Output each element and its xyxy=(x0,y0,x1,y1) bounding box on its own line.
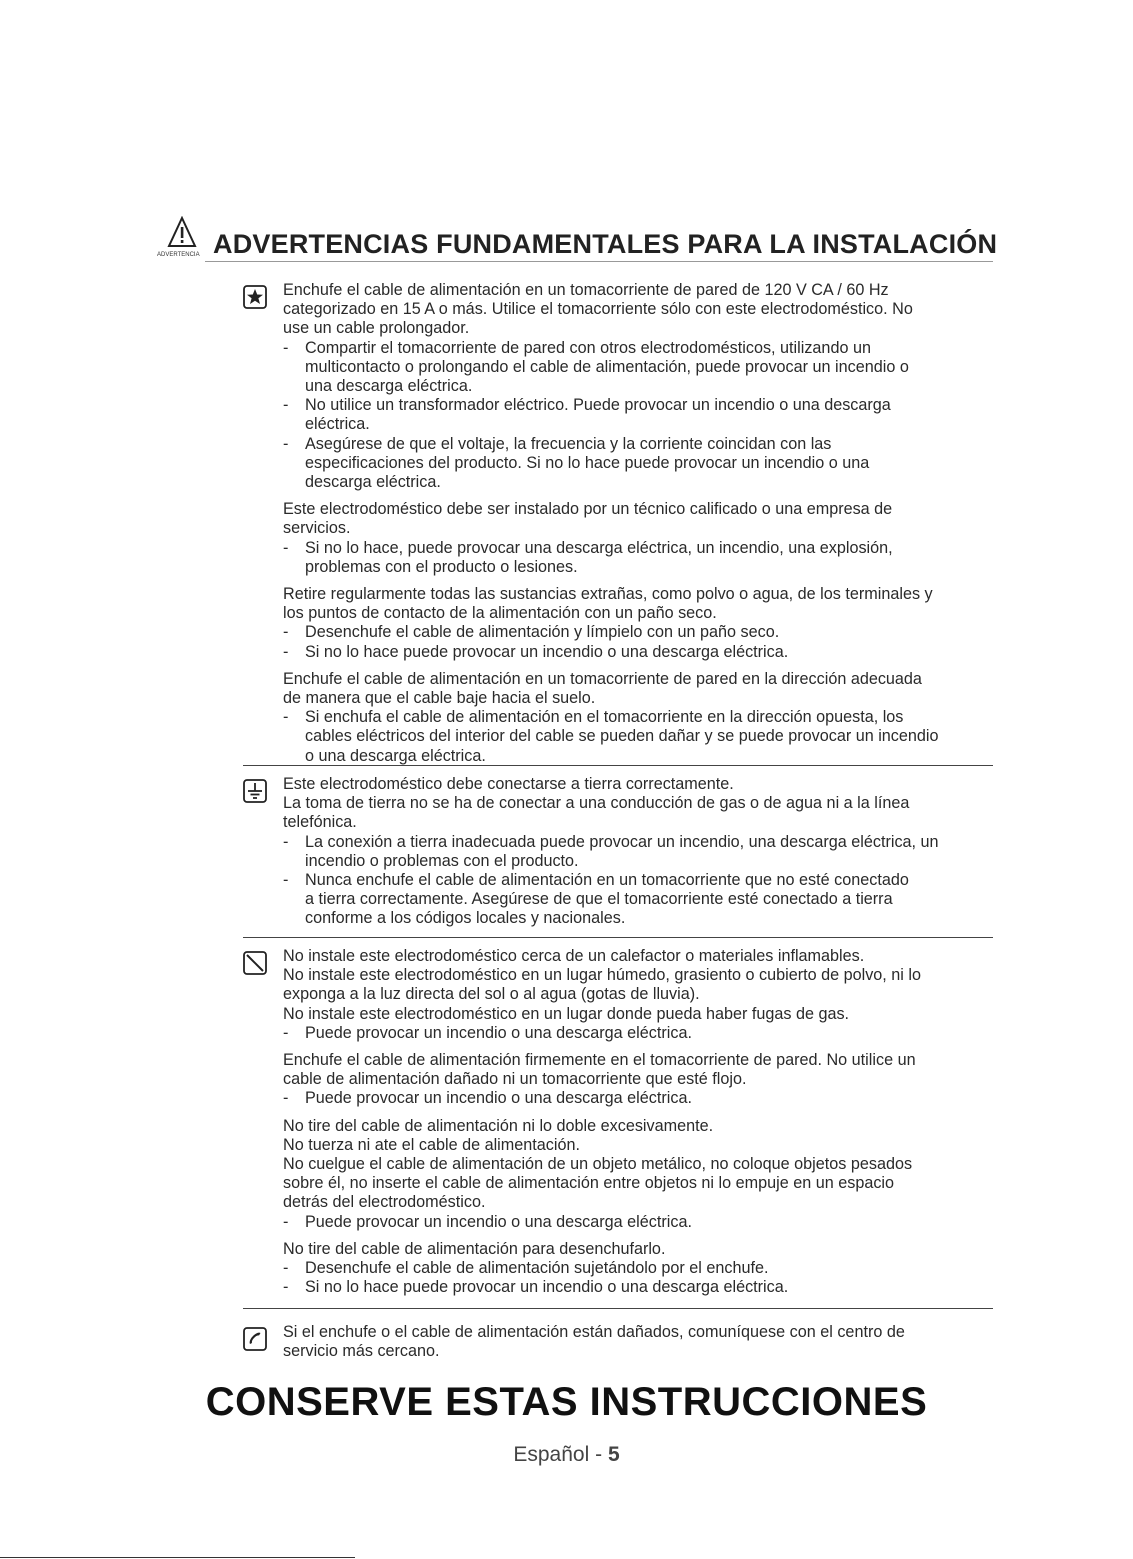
sub-list xyxy=(283,1089,993,1108)
ground-icon xyxy=(243,779,267,803)
list-item xyxy=(283,1089,993,1108)
instruction-text xyxy=(283,585,993,623)
text-line: Puede provocar un incendio o una descarga eléctrica. xyxy=(305,1023,692,1042)
instruction-text xyxy=(283,1240,993,1259)
text-line: La toma de tierra no se ha de conectar a una conducción de gas o de agua ni a la línea xyxy=(283,794,910,813)
section-header xyxy=(157,216,998,262)
instruction-block xyxy=(283,670,993,766)
section-body xyxy=(283,1323,993,1369)
text-line: una descarga eléctrica. xyxy=(305,377,473,396)
list-item xyxy=(283,1259,993,1278)
text-line: o una descarga eléctrica. xyxy=(305,746,486,765)
sub-list xyxy=(283,833,993,929)
text-line: Desenchufe el cable de alimentación sujetándolo por el enchufe. xyxy=(305,1259,769,1278)
sub-list xyxy=(283,539,993,577)
text-line: Si no lo hace puede provocar un incendio o una descarga eléctrica. xyxy=(305,1278,789,1297)
text-line: cable de alimentación dañado ni un tomacorriente que esté flojo. xyxy=(283,1070,747,1089)
list-item xyxy=(283,643,993,662)
dash-marker: - xyxy=(283,642,289,661)
bottom-rule xyxy=(0,1557,355,1558)
list-item xyxy=(283,1213,993,1232)
instruction-text xyxy=(283,281,993,339)
page-number xyxy=(0,1443,1133,1467)
text-line: No utilice un transformador eléctrico. Puede provocar un incendio o una descarga xyxy=(305,396,891,415)
text-line: sobre él, no inserte el cable de alimentación entre objetos ni lo empuje en un espacio xyxy=(283,1174,895,1193)
dash-marker: - xyxy=(283,832,289,851)
text-line: descarga eléctrica. xyxy=(305,473,441,492)
text-line: especificaciones del producto. Si no lo hace puede provocar un incendio o una xyxy=(305,453,870,472)
dash-marker: - xyxy=(283,396,289,415)
text-line: Si el enchufe o el cable de alimentación están dañados, comuníquese con el centro de xyxy=(283,1323,905,1341)
list-item xyxy=(283,833,993,871)
text-line: multicontacto o prolongando el cable de alimentación, puede provocar un incendio o xyxy=(305,357,909,376)
text-line: Enchufe el cable de alimentación firmemente en el tomacorriente de pared. No utilice un xyxy=(283,1051,916,1070)
instruction-block xyxy=(283,1117,993,1232)
page-title: ADVERTENCIAS FUNDAMENTALES PARA LA INSTALACIÓN xyxy=(213,229,998,259)
text-line: Asegúrese de que el voltaje, la frecuencia y la corriente coincidan con las xyxy=(305,434,832,453)
text-line: No instale este electrodoméstico en un lugar donde pueda haber fugas de gas. xyxy=(283,1004,850,1023)
page-label: Español - xyxy=(513,1443,608,1466)
list-item xyxy=(283,339,993,397)
text-line: No instale este electrodoméstico en un lugar húmedo, grasiento o cubierto de polvo, ni lo xyxy=(283,966,921,985)
instruction-text xyxy=(283,1323,993,1361)
sub-list xyxy=(283,708,993,766)
sub-list xyxy=(283,339,993,493)
text-line: Nunca enchufe el cable de alimentación en un tomacorriente que no esté conectado xyxy=(305,871,909,890)
text-line: detrás del electrodoméstico. xyxy=(283,1193,486,1212)
text-line: de manera que el cable baje hacia el suelo. xyxy=(283,689,596,708)
text-line: Puede provocar un incendio o una descarga eléctrica. xyxy=(305,1212,692,1231)
instruction-block xyxy=(283,500,993,577)
text-line: a tierra correctamente. Asegúrese de que el tomacorriente esté conectado a tierra xyxy=(305,890,893,909)
text-line: No tire del cable de alimentación ni lo doble excesivamente. xyxy=(283,1116,714,1135)
text-line: categorizado en 15 A o más. Utilice el tomacorriente sólo con este electrodoméstico. No xyxy=(283,300,913,319)
text-line: No cuelgue el cable de alimentación de un objeto metálico, no coloque objetos pesados xyxy=(283,1155,913,1174)
dash-marker: - xyxy=(283,1023,289,1042)
text-line: exponga a la luz directa del sol o al agua (gotas de lluvia). xyxy=(283,985,700,1004)
text-line: La conexión a tierra inadecuada puede provocar un incendio, una descarga eléctrica, un xyxy=(305,832,939,851)
text-line: No tire del cable de alimentación para desenchufarlo. xyxy=(283,1239,666,1258)
dash-marker: - xyxy=(283,708,289,727)
star-icon xyxy=(243,285,267,309)
instruction-block xyxy=(283,281,993,492)
dash-marker: - xyxy=(283,434,289,453)
instruction-block xyxy=(283,775,993,929)
section-body xyxy=(283,947,993,1305)
dash-marker: - xyxy=(283,1089,289,1108)
warning-icon xyxy=(157,216,205,262)
text-line: Si no lo hace, puede provocar una descarga eléctrica, un incendio, una explosión, xyxy=(305,538,893,557)
title-divider xyxy=(205,261,993,262)
sub-list xyxy=(283,623,993,661)
section-body xyxy=(283,775,993,937)
list-item xyxy=(283,1278,993,1297)
dash-marker: - xyxy=(283,623,289,642)
text-line: Puede provocar un incendio o una descarga eléctrica. xyxy=(305,1089,692,1108)
footer-title: CONSERVE ESTAS INSTRUCCIONES xyxy=(205,1380,928,1424)
instruction-block xyxy=(283,1240,993,1298)
section-body xyxy=(283,281,993,774)
text-line: use un cable prolongador. xyxy=(283,319,470,338)
text-line: servicios. xyxy=(283,519,351,538)
instruction-text xyxy=(283,947,993,1024)
list-item xyxy=(283,623,993,642)
instruction-text xyxy=(283,500,993,538)
text-line: Este electrodoméstico debe ser instalado por un técnico calificado o una empresa de xyxy=(283,500,893,519)
list-item xyxy=(283,396,993,434)
dash-marker: - xyxy=(283,338,289,357)
instruction-text xyxy=(283,775,993,833)
text-line: eléctrica. xyxy=(305,415,370,434)
dash-marker: - xyxy=(283,538,289,557)
list-item xyxy=(283,539,993,577)
text-line: Desenchufe el cable de alimentación y límpielo con un paño seco. xyxy=(305,623,780,642)
dash-marker: - xyxy=(283,1212,289,1231)
text-line: Retire regularmente todas las sustancias extrañas, como polvo o agua, de los terminales y xyxy=(283,585,933,604)
section-divider xyxy=(243,937,993,938)
text-line: No tuerza ni ate el cable de alimentación. xyxy=(283,1135,580,1154)
instruction-block xyxy=(283,1323,993,1361)
instruction-block xyxy=(283,947,993,1043)
dash-marker: - xyxy=(283,1259,289,1278)
sub-list xyxy=(283,1259,993,1297)
section-divider xyxy=(243,1308,993,1309)
list-item xyxy=(283,871,993,929)
prohibited-icon xyxy=(243,951,267,975)
text-line: Enchufe el cable de alimentación en un tomacorriente de pared en la dirección adecuada xyxy=(283,669,922,688)
text-line: Este electrodoméstico debe conectarse a tierra correctamente. xyxy=(283,775,734,793)
text-line: conforme a los códigos locales y nacionales. xyxy=(305,909,626,928)
text-line: incendio o problemas con el producto. xyxy=(305,851,579,870)
instruction-text xyxy=(283,1117,993,1213)
dash-marker: - xyxy=(283,871,289,890)
text-line: Compartir el tomacorriente de pared con otros electrodomésticos, utilizando un xyxy=(305,338,871,357)
instruction-text xyxy=(283,670,993,708)
warning-caption: ADVERTENCIA xyxy=(157,252,200,258)
text-line: Si enchufa el cable de alimentación en el tomacorriente en la dirección opuesta, los xyxy=(305,708,904,727)
text-line: problemas con el producto o lesiones. xyxy=(305,557,578,576)
list-item xyxy=(283,435,993,493)
dash-marker: - xyxy=(283,1278,289,1297)
text-line: No instale este electrodoméstico cerca de un calefactor o materiales inflamables. xyxy=(283,947,865,965)
instruction-block xyxy=(283,1051,993,1109)
instruction-block xyxy=(283,585,993,662)
text-line: telefónica. xyxy=(283,813,357,832)
page-number-value: 5 xyxy=(607,1443,620,1466)
text-line: Enchufe el cable de alimentación en un tomacorriente de pared de 120 V CA / 60 Hz xyxy=(283,281,889,299)
phone-icon xyxy=(243,1327,267,1351)
text-line: los puntos de contacto de la alimentación con un paño seco. xyxy=(283,604,717,623)
instruction-text xyxy=(283,1051,993,1089)
text-line: Si no lo hace puede provocar un incendio o una descarga eléctrica. xyxy=(305,642,789,661)
list-item xyxy=(283,708,993,766)
text-line: servicio más cercano. xyxy=(283,1342,440,1361)
text-line: cables eléctricos del interior del cable se pueden dañar y se puede provocar un incendio xyxy=(305,727,939,746)
sub-list xyxy=(283,1024,993,1043)
list-item xyxy=(283,1024,993,1043)
sub-list xyxy=(283,1213,993,1232)
section-divider xyxy=(243,765,993,766)
